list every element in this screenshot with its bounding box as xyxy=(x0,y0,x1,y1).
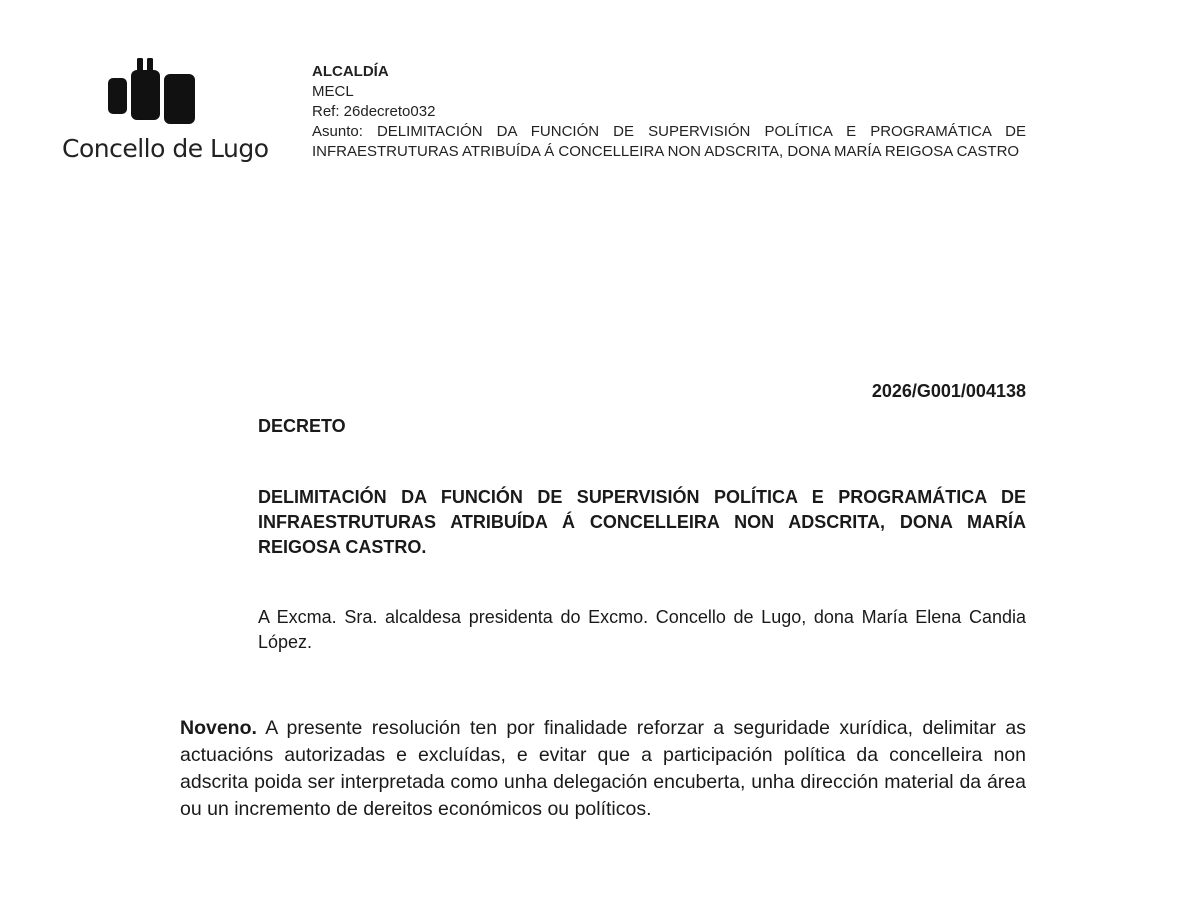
reference: Ref: 26decreto032 xyxy=(312,103,436,120)
department-code: MECL xyxy=(312,83,354,100)
clause-text: A presente resolución ten por finalidade reforzar a seguridade xurídica, delimitar as actuacións autorizadas e excluídas, e evitar que a participación política da concelleira non adscrita poida ser interpretada como unha delegación encuberta, unha dirección material da área ou un incremento de dereitos económicos ou políticos. xyxy=(180,717,1026,820)
document-title: DELIMITACIÓN DA FUNCIÓN DE SUPERVISIÓN POLÍTICA E PROGRAMÁTICA DE INFRAESTRUTURAS ATRIBUÍDA Á CONCELLEIRA NON ADSCRITA, DONA MARÍA REIGOSA CASTRO. xyxy=(258,487,1026,557)
clause-paragraph xyxy=(180,715,1026,823)
concello-logo xyxy=(58,58,269,168)
logo-text: Concello de Lugo xyxy=(62,134,269,163)
clause-lead: Noveno. xyxy=(180,717,257,739)
subject: Asunto: DELIMITACIÓN DA FUNCIÓN DE SUPERVISIÓN POLÍTICA E PROGRAMÁTICA DE INFRAESTRUTURAS ATRIBUÍDA Á CONCELLEIRA NON ADSCRITA, DONA MARÍA REIGOSA CASTRO xyxy=(312,123,1026,160)
document-type: DECRETO xyxy=(258,416,346,436)
concello-lugo-towers-icon xyxy=(108,58,198,124)
document-number: 2026/G001/004138 xyxy=(871,381,1026,401)
issuer-statement: A Excma. Sra. alcaldesa presidenta do Excmo. Concello de Lugo, dona María Elena Candia López. xyxy=(258,607,1026,652)
document-header xyxy=(312,62,1026,162)
department: ALCALDÍA xyxy=(312,63,389,80)
